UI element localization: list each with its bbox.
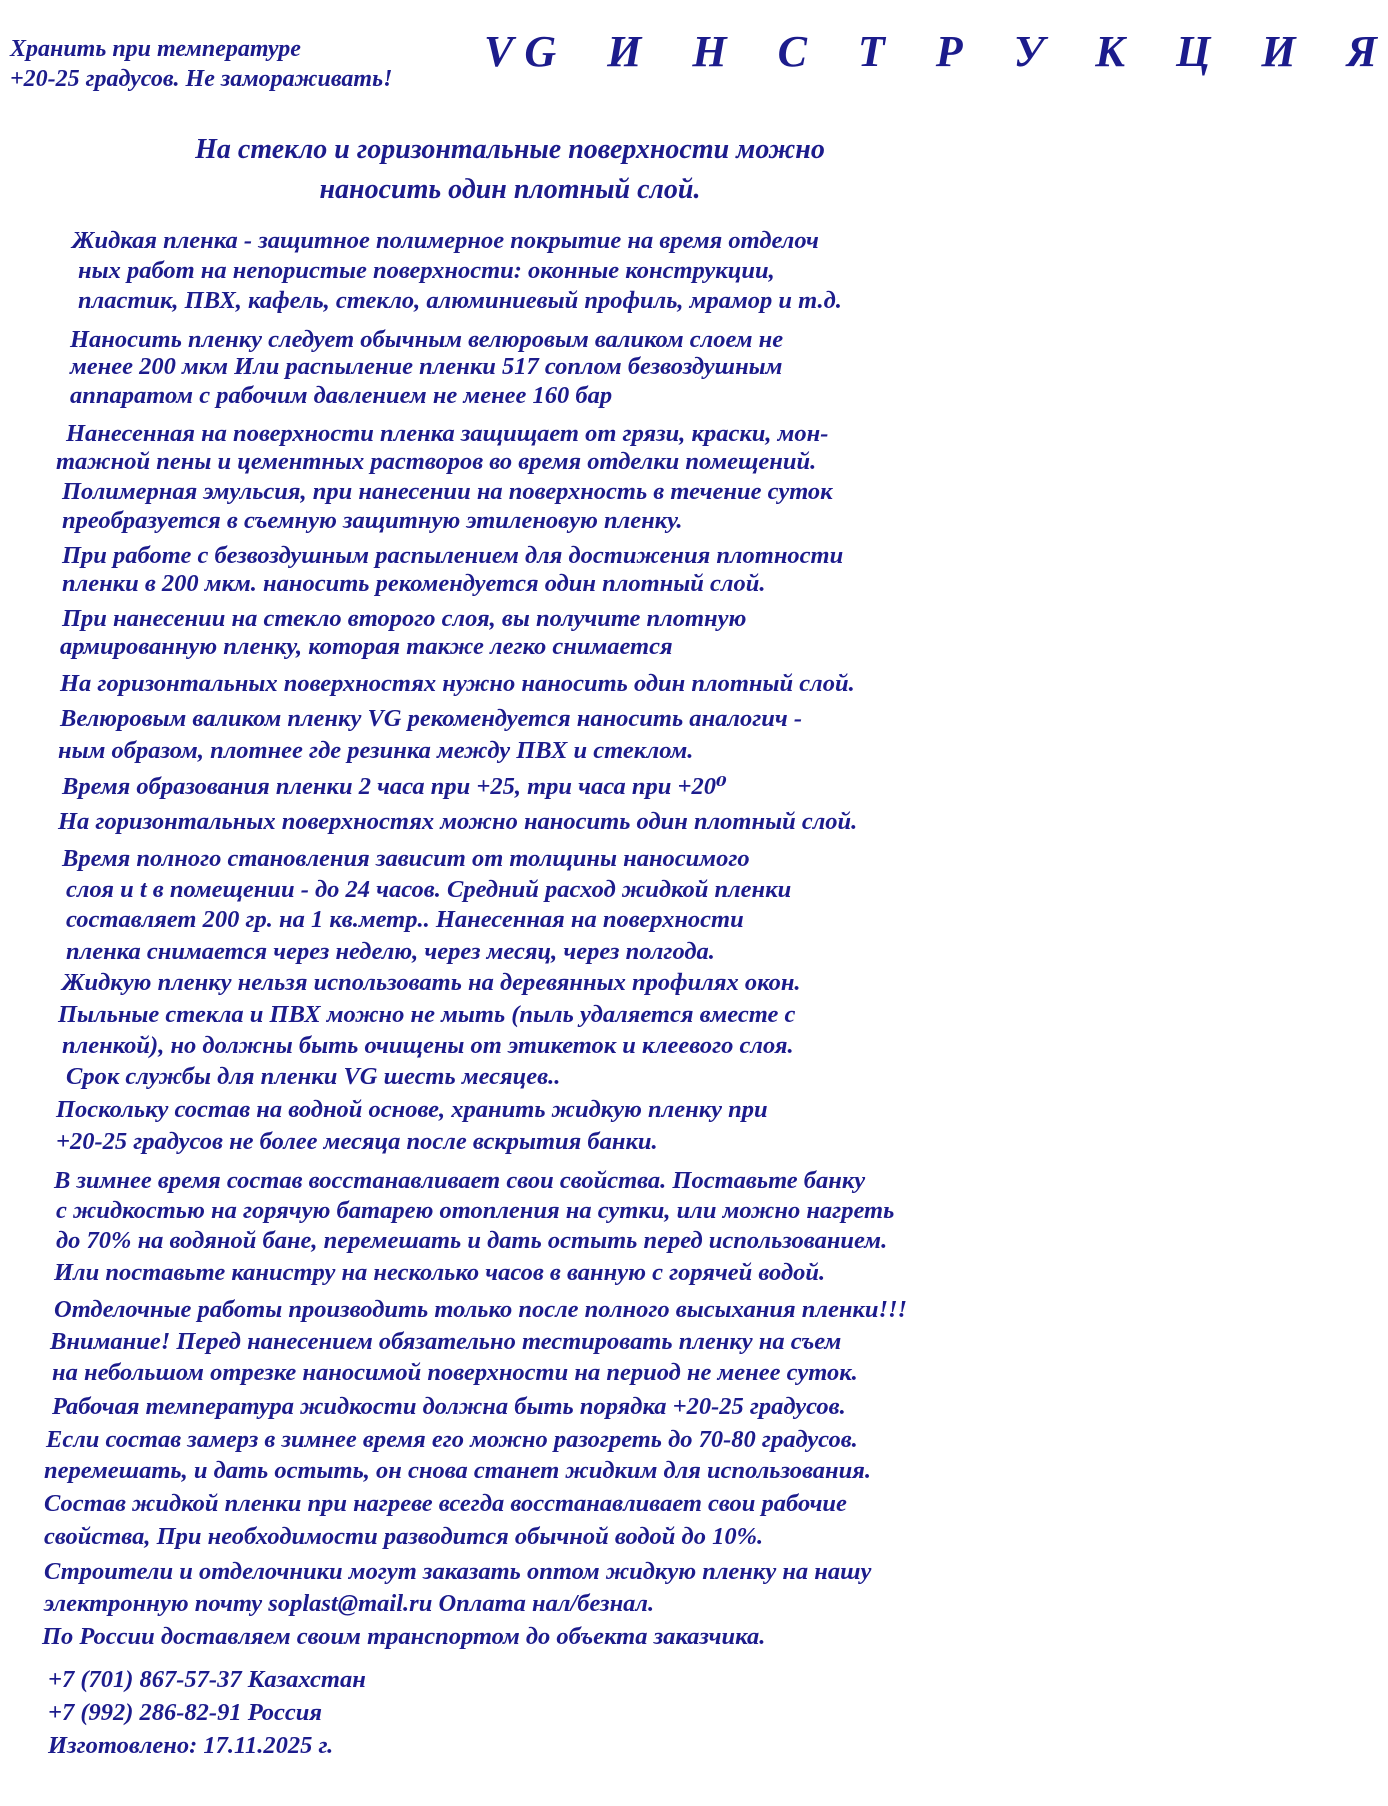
instruction-line: до 70% на водяной бане, перемешать и дать остыть перед использованием. — [56, 1227, 888, 1254]
instruction-line: Нанесенная на поверхности пленка защищает от грязи, краски, мон- — [66, 420, 829, 447]
instruction-line: На горизонтальных поверхностях нужно наносить один плотный слой. — [60, 670, 855, 697]
page-title: VG И Н С Т Р У К Ц И Я — [484, 27, 1388, 76]
instruction-line: Полимерная эмульсия, при нанесении на поверхность в течение суток — [62, 478, 833, 505]
instruction-line: армированную пленку, которая также легко снимается — [60, 633, 673, 660]
instruction-line: Поскольку состав на водной основе, хранить жидкую пленку при — [56, 1096, 768, 1123]
instruction-line: аппаратом с рабочим давлением не менее 160 бар — [70, 382, 613, 409]
instruction-line: пленкой), но должны быть очищены от этикеток и клеевого слоя. — [62, 1032, 794, 1059]
instruction-line: преобразуется в съемную защитную этиленовую пленку. — [62, 507, 683, 534]
instruction-line: Состав жидкой пленки при нагреве всегда восстанавливает свои рабочие — [44, 1490, 847, 1517]
instruction-line: Жидкую пленку нельзя использовать на деревянных профилях окон. — [62, 969, 801, 996]
storage-note — [10, 34, 392, 94]
instruction-line: ным образом, плотнее где резинка между ПВХ и стеклом. — [58, 737, 694, 764]
instruction-line: +20-25 градусов не более месяца после вскрытия банки. — [56, 1128, 658, 1155]
subtitle-line-1: На стекло и горизонтальные поверхности можно — [195, 134, 825, 165]
contacts — [48, 1663, 366, 1762]
instruction-line: на небольшом отрезке наносимой поверхности на период не менее суток. — [52, 1359, 858, 1386]
storage-line-2: +20-25 градусов. Не замораживать! — [10, 66, 393, 92]
subtitle-line-2: наносить один плотный слой. — [319, 174, 701, 205]
manufacture-date: Изготовлено: 17.11.2025 г. — [48, 1732, 334, 1759]
instruction-line: составляет 200 гр. на 1 кв.метр.. Нанесенная на поверхности — [66, 906, 744, 933]
instruction-line: При работе с безвоздушным распылением для достижения плотности — [62, 542, 844, 569]
phone-russia: +7 (992) 286-82-91 Россия — [48, 1699, 323, 1726]
instruction-line: Наносить пленку следует обычным велюровым валиком слоем не — [70, 326, 784, 353]
instruction-line: Строители и отделочники могут заказать оптом жидкую пленку на нашу — [44, 1558, 872, 1585]
instruction-line: тажной пены и цементных растворов во время отделки помещений. — [56, 448, 817, 475]
instruction-line: пленки в 200 мкм. наносить рекомендуется один плотный слой. — [62, 570, 766, 597]
subtitle — [60, 130, 960, 210]
storage-line-1: Хранить при температуре — [10, 36, 301, 62]
instruction-line: Внимание! Перед нанесением обязательно тестировать пленку на съем — [50, 1328, 842, 1355]
instruction-line: Или поставьте канистру на несколько часов в ванную с горячей водой. — [54, 1259, 826, 1286]
instruction-line: с жидкостью на горячую батарею отопления на сутки, или можно нагреть — [56, 1197, 895, 1224]
instruction-line: Если состав замерз в зимнее время его можно разогреть до 70-80 градусов. — [46, 1426, 858, 1453]
instruction-line: Пыльные стекла и ПВХ можно не мыть (пыль удаляется вместе с — [58, 1001, 796, 1028]
instruction-line: электронную почту soplast@mail.ru Оплата нал/безнал. — [44, 1590, 655, 1617]
instruction-line: перемешать, и дать остыть, он снова станет жидким для использования. — [44, 1457, 871, 1484]
instruction-line: На горизонтальных поверхностях можно наносить один плотный слой. — [58, 808, 858, 835]
instruction-line: Время полного становления зависит от толщины наносимого — [62, 845, 750, 872]
instruction-line: В зимнее время состав восстанавливает свои свойства. Поставьте банку — [54, 1167, 866, 1194]
instruction-line: менее 200 мкм Или распыление пленки 517 соплом безвоздушным — [70, 353, 783, 380]
instruction-line: По России доставляем своим транспортом до объекта заказчика. — [42, 1623, 766, 1650]
instruction-line: слоя и t в помещении - до 24 часов. Средний расход жидкой пленки — [66, 876, 792, 903]
instruction-line: свойства, При необходимости разводится обычной водой до 10%. — [44, 1523, 764, 1550]
instruction-line: Срок службы для пленки VG шесть месяцев.. — [66, 1063, 561, 1090]
instruction-line: пластик, ПВХ, кафель, стекло, алюминиевый профиль, мрамор и т.д. — [78, 287, 842, 314]
instruction-line: Отделочные работы производить только после полного высыхания пленки!!! — [54, 1296, 908, 1323]
instruction-line: При нанесении на стекло второго слоя, вы получите плотную — [62, 605, 747, 632]
instruction-line: Время образования пленки 2 часа при +25, три часа при +20⁰ — [62, 773, 727, 800]
instruction-line: Жидкая пленка - защитное полимерное покрытие на время отделоч — [72, 227, 819, 254]
instruction-line: Рабочая температура жидкости должна быть порядка +20-25 градусов. — [52, 1393, 846, 1420]
phone-kazakhstan: +7 (701) 867-57-37 Казахстан — [48, 1666, 366, 1693]
instruction-line: ных работ на непористые поверхности: оконные конструкции, — [78, 257, 775, 284]
instruction-line: Велюровым валиком пленку VG рекомендуется наносить аналогич - — [60, 705, 803, 732]
instruction-line: пленка снимается через неделю, через месяц, через полгода. — [66, 938, 715, 965]
